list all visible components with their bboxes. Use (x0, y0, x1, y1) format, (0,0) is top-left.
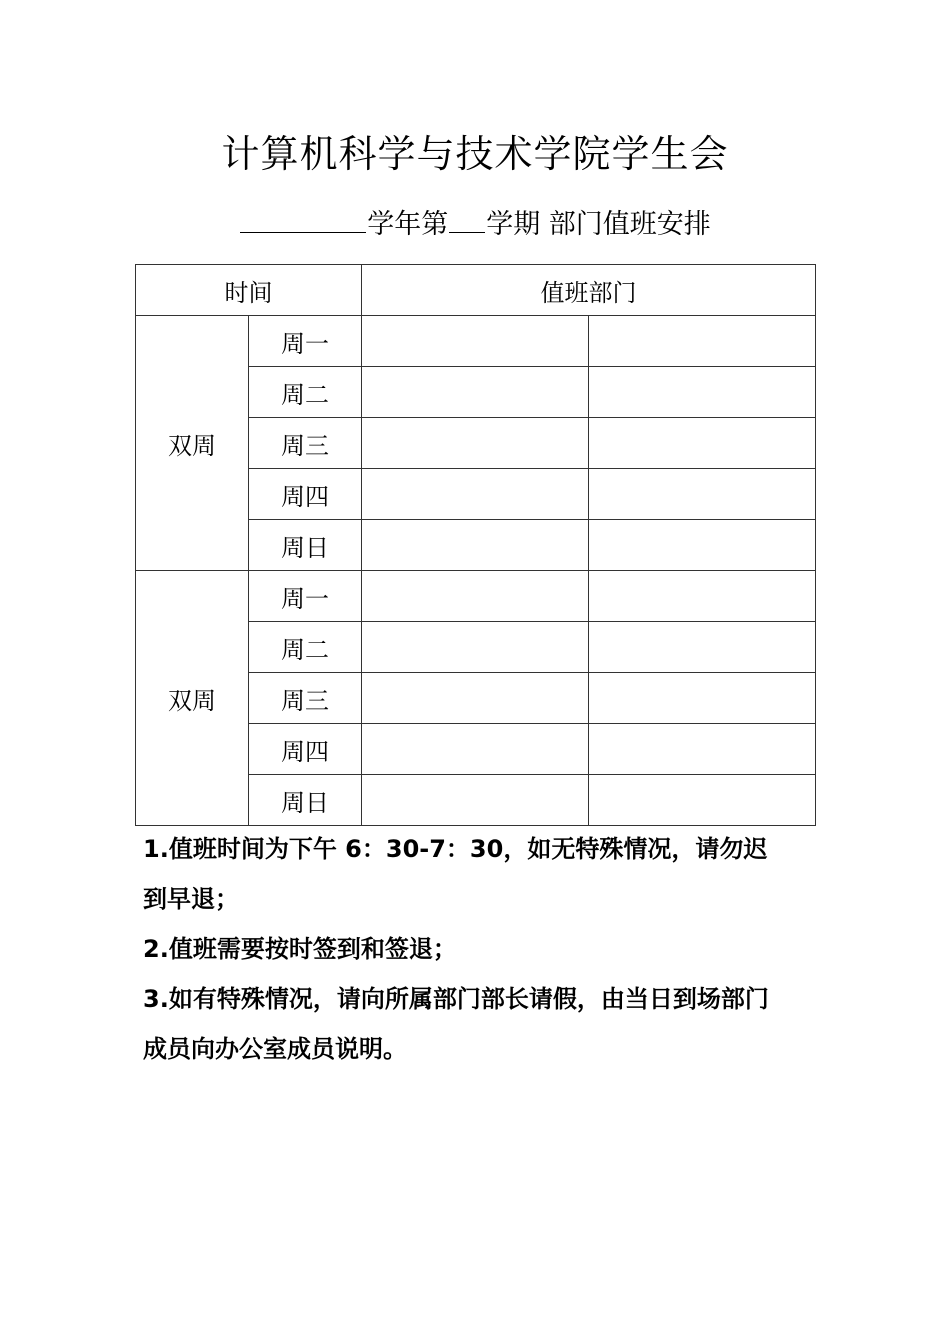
week-group-label: 双周 (136, 571, 249, 826)
duty-cell (362, 469, 589, 520)
duty-cell (362, 367, 589, 418)
table-row (136, 571, 816, 622)
day-label: 周四 (249, 469, 362, 520)
duty-cell (362, 673, 589, 724)
day-label: 周一 (249, 316, 362, 367)
duty-cell (362, 571, 589, 622)
duty-cell (589, 316, 816, 367)
duty-schedule-table (135, 264, 816, 826)
note-line: 到早退； (143, 885, 239, 913)
duty-cell (362, 316, 589, 367)
day-label: 周二 (249, 622, 362, 673)
duty-cell (589, 367, 816, 418)
duty-cell (589, 520, 816, 571)
duty-cell (362, 775, 589, 826)
header-department: 值班部门 (362, 265, 816, 316)
week-group-label: 双周 (136, 316, 249, 571)
document-title: 计算机科学与技术学院学生会 (221, 132, 729, 176)
duty-cell (589, 775, 816, 826)
day-label: 周二 (249, 367, 362, 418)
table-row (136, 316, 816, 367)
note-line: 2.值班需要按时签到和签退； (143, 935, 457, 963)
note-line: 3.如有特殊情况，请向所属部门部长请假，由当日到场部门 (143, 985, 769, 1013)
duty-cell (589, 724, 816, 775)
day-label: 周日 (249, 775, 362, 826)
duty-notes (143, 824, 823, 1074)
day-label: 周一 (249, 571, 362, 622)
subtitle-term-label: 学期 部门值班安排 (486, 209, 711, 240)
day-label: 周日 (249, 520, 362, 571)
duty-cell (362, 724, 589, 775)
duty-cell (362, 418, 589, 469)
header-time: 时间 (136, 265, 362, 316)
duty-cell (589, 673, 816, 724)
day-label: 周四 (249, 724, 362, 775)
note-line: 成员向办公室成员说明。 (143, 1035, 407, 1063)
duty-cell (589, 418, 816, 469)
duty-cell (362, 520, 589, 571)
day-label: 周三 (249, 673, 362, 724)
table-header-row (136, 265, 816, 316)
year-blank-line (240, 202, 366, 233)
duty-cell (589, 571, 816, 622)
document-subtitle (0, 202, 950, 245)
note-line: 1.值班时间为下午 6：30-7：30，如无特殊情况，请勿迟 (143, 835, 768, 863)
day-label: 周三 (249, 418, 362, 469)
duty-cell (589, 469, 816, 520)
duty-cell (589, 622, 816, 673)
term-blank-line (449, 202, 485, 233)
subtitle-year-label: 学年第 (367, 209, 449, 240)
duty-cell (362, 622, 589, 673)
